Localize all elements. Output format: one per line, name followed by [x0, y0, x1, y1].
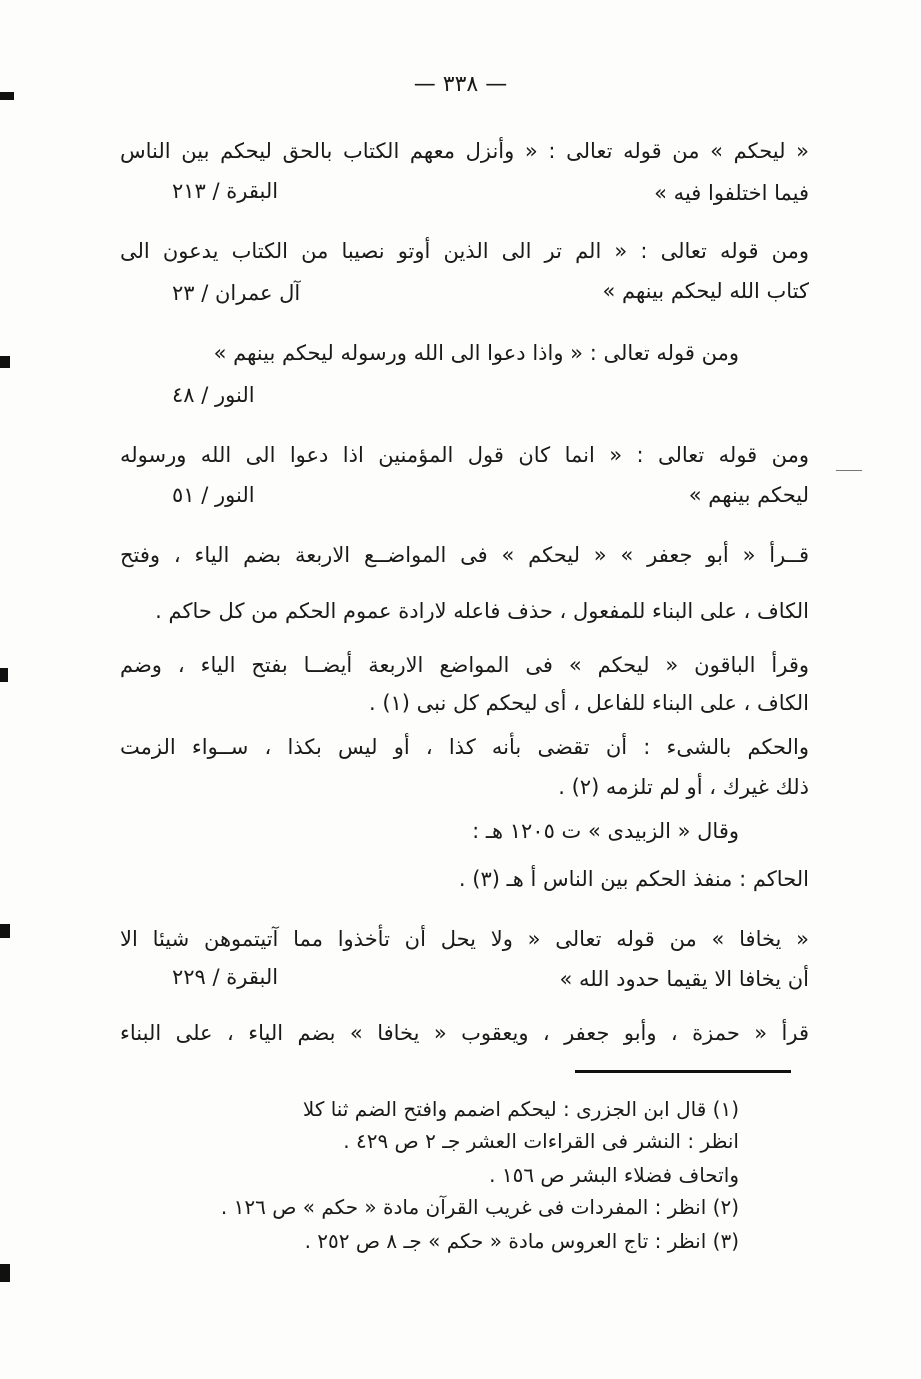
verse-line: أن يخافا الا يقيما حدود الله »: [559, 967, 809, 991]
footnote-separator: [575, 1070, 791, 1073]
verse-reference: النور / ٥١: [172, 483, 255, 507]
verse-line: « ليحكم » من قوله تعالى : « وأنزل معهم الكتاب بالحق ليحكم بين الناس: [120, 139, 809, 163]
footnote-line: انظر : النشر فى القراءات العشر جـ ٢ ص ٤٢٩ .: [343, 1129, 739, 1153]
scan-mark: [0, 1264, 10, 1282]
page-number: — ٣٣٨ —: [413, 72, 508, 97]
body-line: وقرأ الباقون « ليحكم » فى المواضع الاربعة أيضــا بفتح الياء ، وضم: [120, 653, 809, 677]
footnote-line: (٣) انظر : تاج العروس مادة « حكم » جـ ٨ ص ٢٥٢ .: [304, 1229, 739, 1253]
verse-line: فيما اختلفوا فيه »: [654, 181, 809, 205]
verse-line: كتاب الله ليحكم بينهم »: [602, 279, 809, 303]
scan-mark: [0, 356, 10, 368]
verse-line: ومن قوله تعالى : « الم تر الى الذين أوتو نصيبا من الكتاب يدعون الى: [120, 239, 809, 263]
scan-mark: [836, 470, 862, 471]
verse-line: ومن قوله تعالى : « انما كان قول المؤمنين اذا دعوا الى الله ورسوله: [120, 443, 809, 467]
scan-mark: [0, 924, 10, 938]
verse-reference: البقرة / ٢١٣: [172, 179, 279, 203]
body-line: ذلك غيرك ، أو لم تلزمه (٢) .: [558, 775, 809, 799]
scan-mark: [0, 668, 8, 682]
verse-reference: آل عمران / ٢٣: [172, 281, 301, 305]
verse-reference: النور / ٤٨: [172, 383, 255, 407]
body-line: الكاف ، على البناء للفاعل ، أى ليحكم كل نبى (١) .: [368, 691, 809, 715]
body-line: وقال « الزبيدى » ت ١٢٠٥ هـ :: [472, 819, 739, 843]
body-line: الكاف ، على البناء للمفعول ، حذف فاعله لارادة عموم الحكم من كل حاكم .: [155, 599, 809, 623]
body-line: قرأ « حمزة ، وأبو جعفر ، ويعقوب « يخافا » بضم الياء ، على البناء: [120, 1021, 809, 1045]
verse-line: ومن قوله تعالى : « واذا دعوا الى الله ورسوله ليحكم بينهم »: [213, 341, 739, 365]
scan-mark: [0, 92, 14, 100]
footnote-line: (٢) انظر : المفردات فى غريب القرآن مادة « حكم » ص ١٢٦ .: [220, 1195, 739, 1219]
body-line: قــرأ « أبو جعفر » « ليحكم » فى المواضــع الاربعة بضم الياء ، وفتح: [120, 543, 809, 567]
verse-line: ليحكم بينهم »: [688, 483, 809, 507]
footnote-line: (١) قال ابن الجزرى : ليحكم اضمم وافتح الضم ثنا كلا: [302, 1097, 739, 1121]
body-line: الحاكم : منفذ الحكم بين الناس أ هـ (٣) .: [458, 867, 809, 891]
body-line: والحكم بالشىء : أن تقضى بأنه كذا ، أو ليس بكذا ، ســواء الزمت: [120, 735, 809, 759]
verse-line: « يخافا » من قوله تعالى « ولا يحل أن تأخذوا مما آتيتموهن شيئا الا: [120, 927, 809, 951]
verse-reference: البقرة / ٢٢٩: [172, 965, 279, 989]
footnote-line: واتحاف فضلاء البشر ص ١٥٦ .: [489, 1163, 739, 1187]
